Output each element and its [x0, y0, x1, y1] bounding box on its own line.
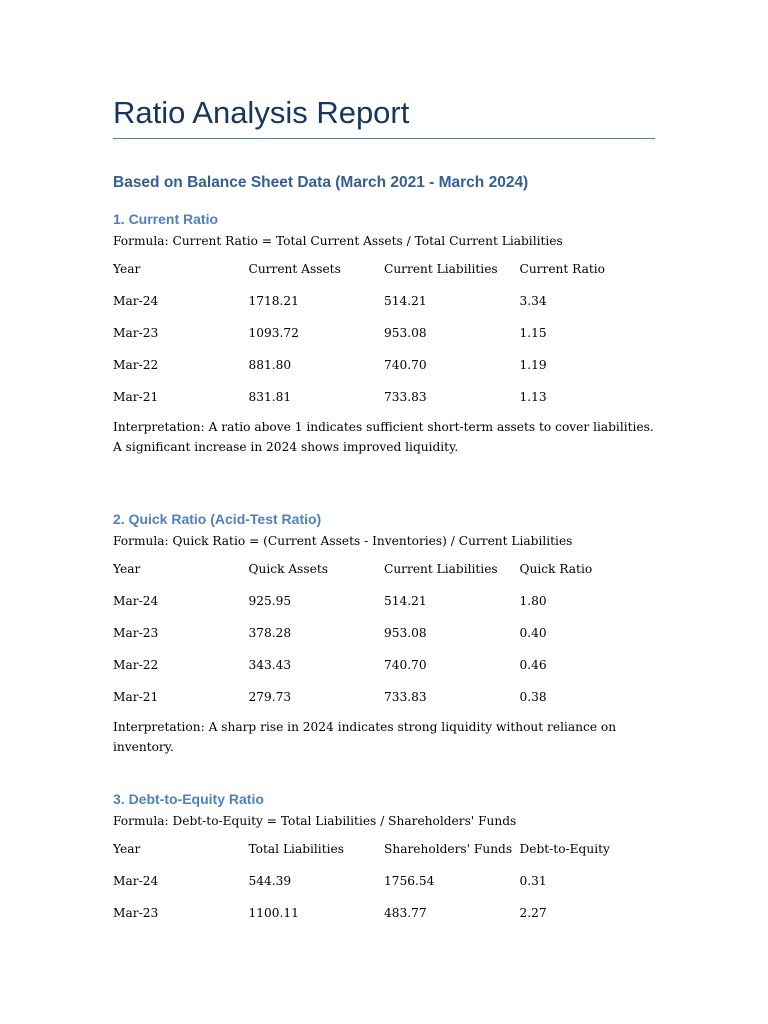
- table-cell: 3.34: [519, 294, 547, 308]
- section-heading: 1. Current Ratio: [113, 211, 219, 227]
- table-cell: Mar-21: [113, 390, 159, 404]
- table-cell: 2.27: [519, 906, 547, 920]
- table-cell: 1.80: [519, 594, 547, 608]
- table-row: [113, 349, 673, 381]
- table-cell: 483.77: [384, 906, 427, 920]
- column-header: Year: [113, 842, 141, 856]
- column-header: Current Assets: [248, 262, 341, 276]
- table-cell: 279.73: [248, 690, 292, 704]
- table-cell: 1718.21: [248, 294, 299, 308]
- table-row: [113, 865, 673, 897]
- table-cell: 733.83: [384, 390, 427, 404]
- section-current-ratio: [113, 209, 673, 457]
- formula-text: Formula: Quick Ratio = (Current Assets - Inventories) / Current Liabilities: [113, 534, 573, 548]
- table-cell: Mar-23: [113, 626, 159, 640]
- table-header-row: [113, 253, 673, 285]
- table-header-row: [113, 833, 673, 865]
- column-header: Current Liabilities: [384, 562, 498, 576]
- table-cell: 0.40: [519, 626, 547, 640]
- formula-text: Formula: Debt-to-Equity = Total Liabilities / Shareholders' Funds: [113, 814, 517, 828]
- table-cell: 1.19: [519, 358, 547, 372]
- table-cell: 514.21: [384, 594, 427, 608]
- column-header: Current Ratio: [519, 262, 606, 276]
- table-cell: Mar-23: [113, 326, 159, 340]
- table-cell: Mar-24: [113, 594, 159, 608]
- table-row: [113, 381, 673, 413]
- table-cell: 544.39: [248, 874, 292, 888]
- table-cell: 0.46: [519, 658, 547, 672]
- table-row: [113, 897, 673, 929]
- table-cell: 343.43: [248, 658, 292, 672]
- table-cell: 925.95: [248, 594, 292, 608]
- table-cell: Mar-24: [113, 294, 159, 308]
- section-debt-to-equity: [113, 789, 673, 929]
- formula-text: Formula: Current Ratio = Total Current Assets / Total Current Liabilities: [113, 234, 563, 248]
- column-header: Quick Ratio: [519, 562, 593, 576]
- table-cell: 831.81: [248, 390, 292, 404]
- column-header: Current Liabilities: [384, 262, 498, 276]
- table-cell: 740.70: [384, 658, 427, 672]
- ratio-table: [113, 553, 673, 713]
- ratio-table: [113, 253, 673, 413]
- interpretation-text: Interpretation: A sharp rise in 2024 indicates strong liquidity without reliance on inventory.: [113, 720, 617, 754]
- table-cell: 1100.11: [248, 906, 299, 920]
- section-heading: 2. Quick Ratio (Acid-Test Ratio): [113, 511, 322, 527]
- table-cell: 1093.72: [248, 326, 299, 340]
- page-title: Ratio Analysis Report: [113, 92, 655, 139]
- column-header: Quick Assets: [248, 562, 328, 576]
- table-row: [113, 317, 673, 349]
- table-cell: 953.08: [384, 626, 427, 640]
- table-cell: 0.38: [519, 690, 547, 704]
- column-header: Year: [113, 562, 141, 576]
- table-cell: 1.13: [519, 390, 547, 404]
- table-row: [113, 617, 673, 649]
- column-header: Year: [113, 262, 141, 276]
- table-cell: 881.80: [248, 358, 292, 372]
- table-cell: 1756.54: [384, 874, 435, 888]
- interpretation-text: Interpretation: A ratio above 1 indicates sufficient short-term assets to cover liabilities. A significant increase in 2024 shows improved liquidity.: [113, 420, 654, 454]
- section-quick-ratio: [113, 509, 673, 757]
- column-header: Shareholders' Funds: [384, 842, 513, 856]
- table-cell: 0.31: [519, 874, 547, 888]
- table-row: [113, 285, 673, 317]
- ratio-table: [113, 833, 673, 929]
- table-cell: 740.70: [384, 358, 427, 372]
- page-subtitle: Based on Balance Sheet Data (March 2021 - March 2024): [113, 174, 529, 191]
- section-heading: 3. Debt-to-Equity Ratio: [113, 791, 264, 807]
- table-header-row: [113, 553, 673, 585]
- table-cell: 953.08: [384, 326, 427, 340]
- table-cell: 1.15: [519, 326, 547, 340]
- table-cell: 514.21: [384, 294, 427, 308]
- table-row: [113, 649, 673, 681]
- table-cell: 733.83: [384, 690, 427, 704]
- table-cell: Mar-21: [113, 690, 159, 704]
- table-cell: Mar-24: [113, 874, 159, 888]
- table-row: [113, 585, 673, 617]
- table-cell: Mar-23: [113, 906, 159, 920]
- table-cell: Mar-22: [113, 658, 159, 672]
- column-header: Debt-to-Equity: [519, 842, 610, 856]
- table-cell: 378.28: [248, 626, 292, 640]
- column-header: Total Liabilities: [248, 842, 344, 856]
- table-cell: Mar-22: [113, 358, 159, 372]
- table-row: [113, 681, 673, 713]
